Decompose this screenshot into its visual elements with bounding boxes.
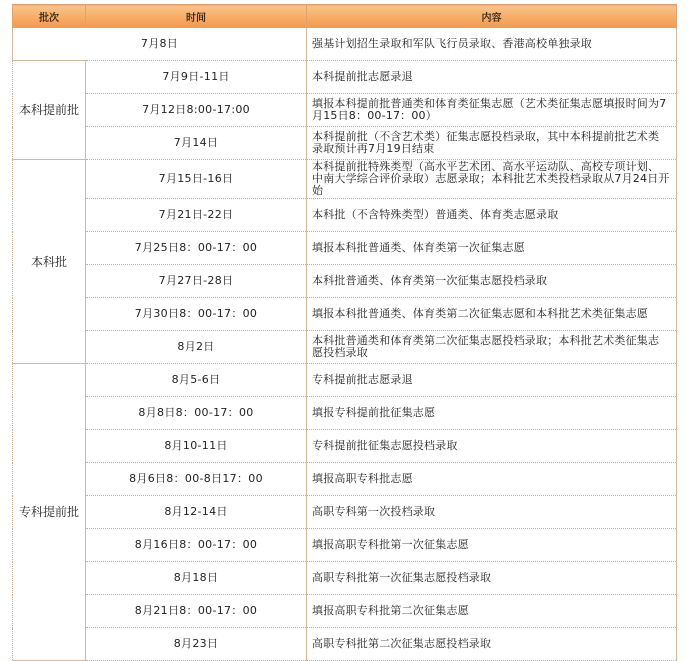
table-row — [13, 127, 677, 160]
row-content: 高职专科第一次投档录取 — [307, 496, 677, 529]
row-time: 7月30日8：00-17：00 — [86, 298, 307, 331]
table-row — [13, 94, 677, 127]
row-content: 高职专科批第二次征集志愿投档录取 — [307, 628, 677, 661]
row-content: 填报本科提前批普通类和体育类征集志愿（艺术类征集志愿填报时间为7月15日8：00-17：00） — [307, 94, 677, 127]
table-row — [13, 265, 677, 298]
batch-cell: 本科提前批 — [13, 61, 86, 160]
row-content: 本科批普通类和体育类第二次征集志愿投档录取；本科批艺术类征集志愿投档录取 — [307, 331, 677, 364]
row-content: 本科提前批（不含艺术类）征集志愿投档录取，其中本科提前批艺术类录取预计再7月19日结束 — [307, 127, 677, 160]
table-row — [13, 397, 677, 430]
row-content: 强基计划招生录取和军队飞行员录取、香港高校单独录取 — [307, 28, 677, 61]
row-content: 专科提前批征集志愿投档录取 — [307, 430, 677, 463]
row-content: 填报高职专科批志愿 — [307, 463, 677, 496]
admission-schedule-table — [12, 4, 677, 661]
table-row — [13, 595, 677, 628]
row-content: 高职专科批第一次征集志愿投档录取 — [307, 562, 677, 595]
table-row — [13, 160, 677, 199]
table-row — [13, 430, 677, 463]
table-row — [13, 562, 677, 595]
batch-cell: 专科提前批 — [13, 364, 86, 661]
table-row — [13, 298, 677, 331]
row-content: 本科批（不含特殊类型）普通类、体育类志愿录取 — [307, 199, 677, 232]
row-content: 专科提前批志愿录退 — [307, 364, 677, 397]
row-time: 7月21日-22日 — [86, 199, 307, 232]
table-row — [13, 331, 677, 364]
row-time: 7月14日 — [86, 127, 307, 160]
table-row — [13, 232, 677, 265]
table-row — [13, 628, 677, 661]
row-content: 本科批普通类、体育类第一次征集志愿投档录取 — [307, 265, 677, 298]
row-time: 8月12-14日 — [86, 496, 307, 529]
table-row — [13, 364, 677, 397]
row-time: 7月25日8：00-17：00 — [86, 232, 307, 265]
header-batch: 批次 — [13, 5, 86, 28]
table-header-row — [13, 5, 677, 28]
row-content: 填报专科提前批征集志愿 — [307, 397, 677, 430]
batch-cell: 本科批 — [13, 160, 86, 364]
table-row — [13, 28, 677, 61]
row-time: 8月21日8：00-17：00 — [86, 595, 307, 628]
row-content: 填报高职专科批第一次征集志愿 — [307, 529, 677, 562]
row-time: 7月27日-28日 — [86, 265, 307, 298]
row-content: 填报本科批普通类、体育类第一次征集志愿 — [307, 232, 677, 265]
row-time: 8月18日 — [86, 562, 307, 595]
row-time: 7月9日-11日 — [86, 61, 307, 94]
row-time: 7月8日 — [13, 28, 307, 61]
table-row — [13, 61, 677, 94]
table-row — [13, 463, 677, 496]
row-time: 8月16日8：00-17：00 — [86, 529, 307, 562]
admission-schedule-table-wrap — [12, 4, 676, 661]
row-time: 8月8日8：00-17：00 — [86, 397, 307, 430]
table-row — [13, 529, 677, 562]
row-time: 8月23日 — [86, 628, 307, 661]
table-row — [13, 496, 677, 529]
table-row — [13, 199, 677, 232]
header-content: 内容 — [307, 5, 677, 28]
row-content: 本科提前批志愿录退 — [307, 61, 677, 94]
row-time: 8月10-11日 — [86, 430, 307, 463]
row-time: 7月15日-16日 — [86, 160, 307, 199]
row-time: 7月12日8:00-17:00 — [86, 94, 307, 127]
header-time: 时间 — [86, 5, 307, 28]
row-content: 本科提前批特殊类型（高水平艺术团、高水平运动队、高校专项计划、中南大学综合评价录取）志愿录取；本科批艺术类投档录取从7月24日开始 — [307, 160, 677, 199]
row-content: 填报本科批普通类、体育类第二次征集志愿和本科批艺术类征集志愿 — [307, 298, 677, 331]
row-content: 填报高职专科批第二次征集志愿 — [307, 595, 677, 628]
row-time: 8月5-6日 — [86, 364, 307, 397]
row-time: 8月2日 — [86, 331, 307, 364]
row-time: 8月6日8：00-8日17：00 — [86, 463, 307, 496]
